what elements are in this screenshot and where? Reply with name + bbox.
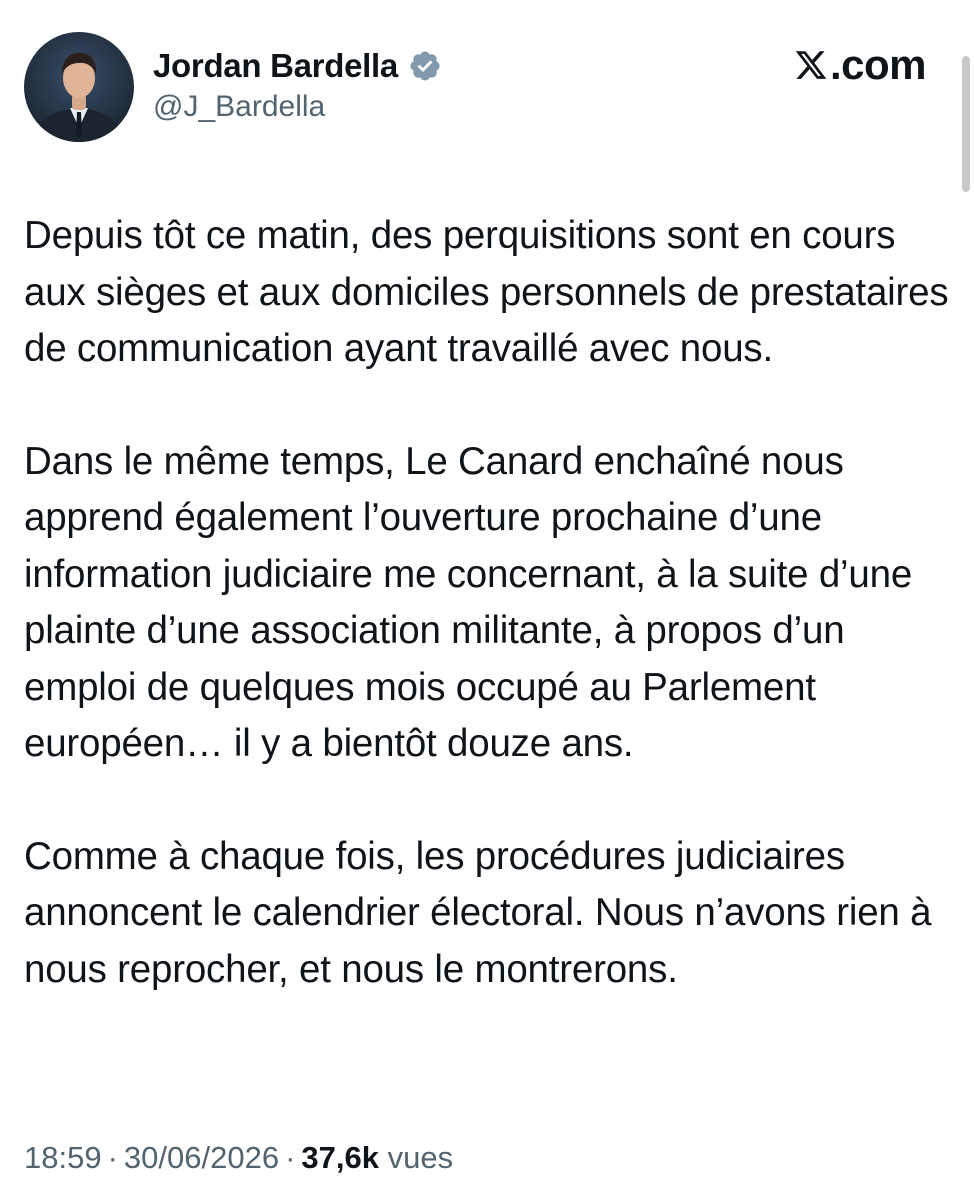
author-handle[interactable]: @J_Bardella (153, 90, 326, 123)
x-com-brand (794, 40, 926, 90)
scrollbar[interactable] (962, 56, 970, 192)
tweet-date[interactable]: 30/06/2026 (123, 1140, 280, 1175)
x-logo-icon (794, 48, 828, 82)
meta-separator: · (285, 1140, 296, 1175)
verified-badge-icon (408, 49, 442, 83)
tweet-paragraph-3: Comme à chaque fois, les procédures judiciaires annoncent le calendrier électoral. Nous n’avons rien à nous reprocher, et nous le montrerons. (24, 834, 932, 991)
tweet-paragraph-2: Dans le même temps, Le Canard enchaîné nous apprend également l’ouverture prochaine d’une information judiciaire me concernant, à la suite d’une plainte d’une association militante, à propos d’un emploi de quelques mois occupé au Parlement européen… il y a bientôt douze ans. (24, 439, 913, 765)
tweet-paragraph-1: Depuis tôt ce matin, des perquisitions sont en cours aux sièges et aux domiciles personnels de prestataires de communication ayant travaillé avec nous. (24, 214, 949, 370)
author-name-row (153, 42, 442, 90)
tweet-text (24, 208, 954, 998)
brand-suffix: .com (829, 41, 926, 88)
avatar-photo (24, 32, 134, 142)
tweet-time[interactable]: 18:59 (24, 1140, 102, 1175)
meta-separator: · (107, 1140, 118, 1175)
tweet-meta (24, 1140, 453, 1176)
views-count[interactable]: 37,6k (301, 1140, 379, 1175)
avatar[interactable] (24, 32, 134, 142)
views-label: vues (387, 1140, 454, 1175)
display-name[interactable]: Jordan Bardella (153, 47, 398, 84)
